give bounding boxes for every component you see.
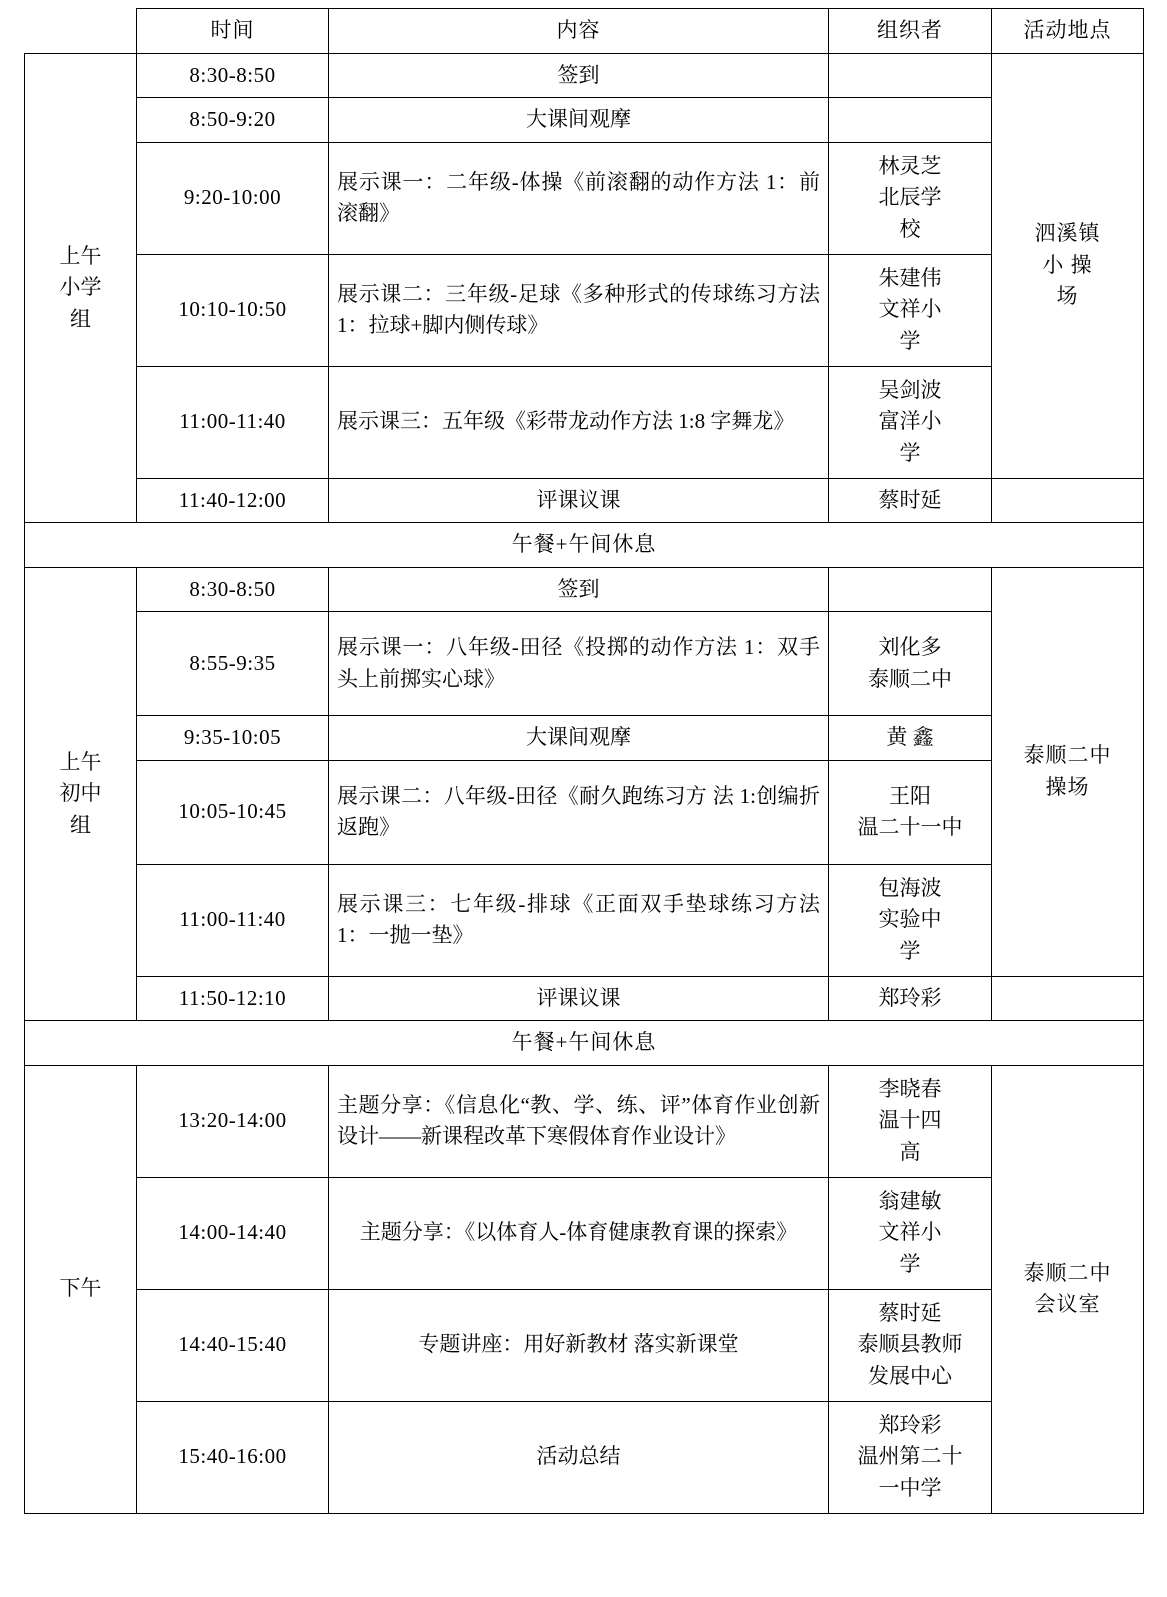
cell-content: 活动总结 (329, 1401, 829, 1513)
cell-time: 14:00-14:40 (137, 1177, 329, 1289)
header-blank (25, 9, 137, 54)
host-line-1: 吴剑波 (878, 377, 942, 402)
host-line-1: 翁建敏 (878, 1188, 942, 1213)
cell-content: 主题分享：《信息化“教、学、练、评”体育作业创新设计——新课程改革下寒假体育作业设计》 (329, 1065, 829, 1177)
host-line-1: 刘化多 (878, 635, 942, 659)
session-line-2: 小学 (59, 275, 102, 299)
host-line-2: 泰顺二中 (868, 666, 952, 691)
host-line-3: 发展中心 (868, 1363, 952, 1388)
session-line-1: 上午 (59, 749, 102, 774)
cell-time: 11:50-12:10 (137, 976, 329, 1021)
place-line-2: 会议室 (1034, 1292, 1101, 1316)
cell-time: 9:20-10:00 (137, 142, 329, 254)
cell-host (829, 254, 992, 366)
host-line-2: 富洋小 (878, 409, 942, 434)
place-line-2: 小 操 (1042, 252, 1093, 277)
header-host: 组织者 (829, 9, 992, 54)
host-line-3: 学 (899, 1251, 921, 1276)
session-label-afternoon: 下午 (25, 1065, 137, 1513)
host-line-2: 实验中 (878, 907, 942, 932)
table-row (25, 1177, 1144, 1289)
cell-host: 黄 鑫 (829, 716, 992, 761)
table-row (25, 612, 1144, 716)
host-line-2: 温州第二十 (857, 1444, 963, 1469)
host-line-2: 文祥小 (878, 1220, 942, 1245)
place-line-3: 场 (1056, 284, 1079, 309)
host-line-3: 一中学 (878, 1475, 942, 1500)
place-line-1: 泰顺二中 (1023, 743, 1112, 767)
cell-content: 展示课三：五年级《彩带龙动作方法 1:8 字舞龙》 (329, 366, 829, 478)
cell-host (829, 366, 992, 478)
cell-time: 8:30-8:50 (137, 53, 329, 98)
cell-place-junior (992, 567, 1144, 976)
table-row (25, 478, 1144, 523)
table-row (25, 1289, 1144, 1401)
session-line-3: 组 (70, 812, 91, 837)
cell-time: 11:00-11:40 (137, 864, 329, 976)
host-line-2: 文祥小 (878, 297, 942, 322)
cell-time: 11:40-12:00 (137, 478, 329, 523)
table-row (25, 716, 1144, 761)
header-content: 内容 (329, 9, 829, 54)
cell-host (829, 53, 992, 98)
cell-place-primary (992, 53, 1144, 478)
place-line-1: 泰顺二中 (1023, 1260, 1112, 1285)
header-row (25, 9, 1144, 54)
place-line-2: 操场 (1045, 774, 1090, 799)
cell-host (829, 98, 992, 143)
cell-time: 10:05-10:45 (137, 760, 329, 864)
cell-content: 展示课一：八年级-田径《投掷的动作方法 1：双手头上前掷实心球》 (329, 612, 829, 716)
cell-host: 郑玲彩 (829, 976, 992, 1021)
cell-content: 大课间观摩 (329, 716, 829, 761)
host-line-1: 李晓春 (878, 1076, 942, 1101)
session-line-2: 初中 (59, 781, 102, 805)
cell-content: 签到 (329, 53, 829, 98)
cell-host: 蔡时延 (829, 478, 992, 523)
cell-host (829, 612, 992, 716)
host-line-3: 高 (899, 1139, 921, 1164)
table-row (25, 760, 1144, 864)
cell-host (829, 1401, 992, 1513)
break-label: 午餐+午间休息 (25, 523, 1144, 568)
host-line-1: 林灵芝 (878, 153, 942, 178)
session-label-morning-junior (25, 567, 137, 1021)
break-row (25, 1021, 1144, 1066)
cell-time: 14:40-15:40 (137, 1289, 329, 1401)
cell-host (829, 1065, 992, 1177)
table-row (25, 1065, 1144, 1177)
cell-time: 13:20-14:00 (137, 1065, 329, 1177)
cell-content: 专题讲座：用好新教材 落实新课堂 (329, 1289, 829, 1401)
host-line-2: 温二十一中 (857, 815, 963, 839)
cell-host (829, 1177, 992, 1289)
break-row (25, 523, 1144, 568)
cell-host (829, 567, 992, 612)
cell-time: 8:30-8:50 (137, 567, 329, 612)
break-label: 午餐+午间休息 (25, 1021, 1144, 1066)
cell-time: 9:35-10:05 (137, 716, 329, 761)
cell-content: 展示课二：八年级-田径《耐久跑练习方 法 1:创编折返跑》 (329, 760, 829, 864)
cell-time: 15:40-16:00 (137, 1401, 329, 1513)
table-body (25, 53, 1144, 1513)
host-line-2: 北辰学 (878, 185, 942, 210)
table-row (25, 53, 1144, 98)
table-row (25, 366, 1144, 478)
cell-time: 11:00-11:40 (137, 366, 329, 478)
cell-content: 主题分享：《以体育人-体育健康教育课的探索》 (329, 1177, 829, 1289)
table-header (25, 9, 1144, 54)
host-line-2: 温十四 (878, 1108, 942, 1133)
session-line-1: 上午 (59, 243, 102, 268)
host-line-3: 学 (899, 938, 921, 963)
cell-host (829, 864, 992, 976)
schedule-table (24, 8, 1144, 1514)
cell-time: 8:50-9:20 (137, 98, 329, 143)
place-line-1: 泗溪镇 (1034, 221, 1101, 246)
cell-time: 8:55-9:35 (137, 612, 329, 716)
header-place: 活动地点 (992, 9, 1144, 54)
table-row (25, 1401, 1144, 1513)
cell-place-afternoon (992, 1065, 1144, 1513)
host-line-3: 学 (899, 328, 921, 353)
cell-host (829, 760, 992, 864)
cell-content: 展示课二：三年级-足球《多种形式的传球练习方法 1：拉球+脚内侧传球》 (329, 254, 829, 366)
table-row (25, 567, 1144, 612)
table-row (25, 254, 1144, 366)
host-line-1: 郑玲彩 (878, 1412, 942, 1437)
table-row (25, 142, 1144, 254)
session-line-3: 组 (70, 306, 91, 331)
host-line-1: 王阳 (889, 783, 931, 808)
cell-content: 签到 (329, 567, 829, 612)
session-label-morning-primary (25, 53, 137, 523)
table-row (25, 976, 1144, 1021)
header-time: 时间 (137, 9, 329, 54)
host-line-1: 包海波 (878, 875, 942, 900)
cell-place-empty (992, 976, 1144, 1021)
cell-content: 评课议课 (329, 976, 829, 1021)
cell-time: 10:10-10:50 (137, 254, 329, 366)
cell-content: 评课议课 (329, 478, 829, 523)
cell-content: 大课间观摩 (329, 98, 829, 143)
cell-host (829, 142, 992, 254)
host-line-3: 校 (899, 216, 921, 241)
cell-content: 展示课三：七年级-排球《正面双手垫球练习方法 1：一抛一垫》 (329, 864, 829, 976)
cell-content: 展示课一：二年级-体操《前滚翻的动作方法 1：前滚翻》 (329, 142, 829, 254)
host-line-2: 泰顺县教师 (857, 1332, 963, 1357)
table-row (25, 864, 1144, 976)
host-line-3: 学 (899, 440, 921, 465)
cell-place-empty (992, 478, 1144, 523)
host-line-1: 朱建伟 (878, 265, 942, 290)
host-line-1: 蔡时延 (878, 1300, 942, 1325)
cell-host (829, 1289, 992, 1401)
table-row (25, 98, 1144, 143)
